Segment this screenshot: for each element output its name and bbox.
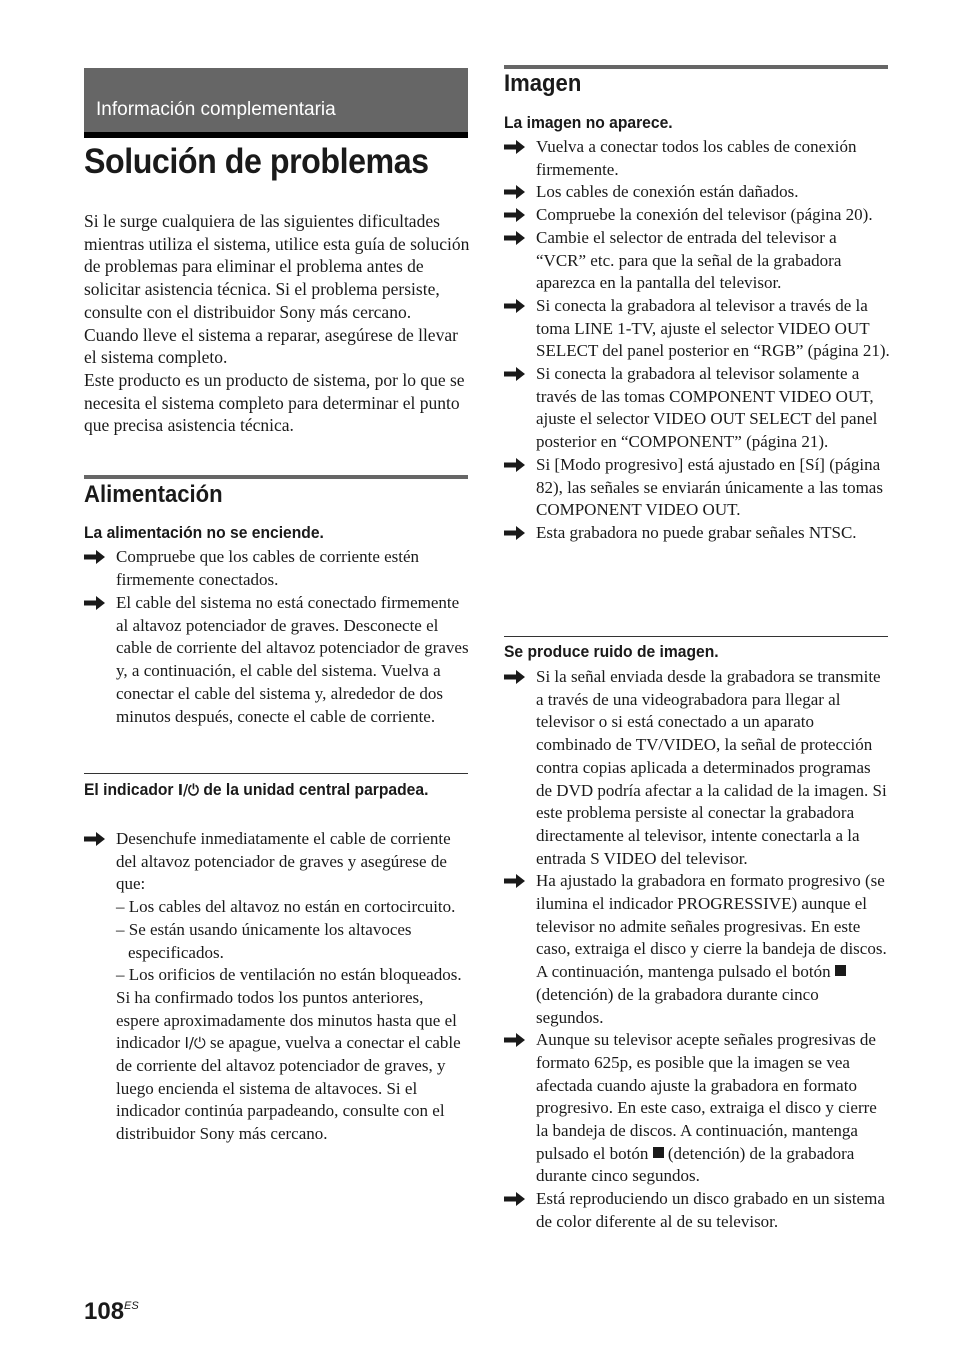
- subsection-rule: [504, 636, 888, 637]
- banner-rule: [84, 132, 468, 138]
- arrow-right-icon: [504, 206, 526, 224]
- arrow-right-icon: [504, 138, 526, 156]
- arrow-right-icon: [504, 229, 526, 247]
- arrow-right-icon: [504, 183, 526, 201]
- list-item: Los cables de conexión están dañados.: [504, 181, 890, 204]
- list-item: Compruebe la conexión del televisor (página 20).: [504, 204, 890, 227]
- dash-item: – Los orificios de ventilación no están bloqueados.: [116, 965, 462, 985]
- list-item: Aunque su televisor acepte señales progresivas de formato 625p, es posible que la imagen se vea afectada cuando ajuste la grabadora en formato progresivo. En este caso, extraiga el disco y cierre la bandeja de discos. A continuación, mantenga pulsado el botón (detención) de la grabadora durante cinco segundos.: [504, 1029, 890, 1188]
- list-item: Si conecta la grabadora al televisor solamente a través de las tomas COMPONENT VIDEO OUT, ajuste el selector VIDEO OUT SELECT del panel posterior en “COMPONENT” (página 21).: [504, 363, 890, 454]
- intro-paragraph: Cuando lleve el sistema a reparar, asegúrese de llevar el sistema completo.: [84, 324, 458, 368]
- subsection-rule: [84, 773, 468, 774]
- list-item: Si [Modo progresivo] está ajustado en [Sí] (página 82), las señales se enviarán únicamente a las tomas COMPONENT VIDEO OUT.: [504, 454, 890, 522]
- list: [504, 666, 890, 1234]
- section-title-alimentacion: Alimentación: [84, 481, 223, 508]
- list-item: Compruebe que los cables de corriente estén firmemente conectados.: [84, 546, 470, 591]
- arrow-right-icon: [504, 524, 526, 542]
- arrow-right-icon: [504, 365, 526, 383]
- arrow-right-icon: [504, 456, 526, 474]
- dash-item: – Se están usando únicamente los altavoces especificados.: [116, 919, 412, 962]
- note-text: Si ha confirmado todos los puntos anteriores, espere aproximadamente dos minutos hasta que el indicador I/⏻ se apague, vuelva a conectar el cable de corriente del altavoz potenciador de graves, y luego encienda el sistema de altavoces. Si el indicador continúa parpadeando, consulte con el distribuidor Sony más cercano.: [116, 987, 461, 1144]
- list-item: Si conecta la grabadora al televisor a través de la toma LINE 1-TV, ajuste el selector VIDEO OUT SELECT del panel posterior en “RGB” (página 21).: [504, 295, 890, 363]
- power-standby-icon: I/⏻: [177, 781, 199, 799]
- page-suffix: ES: [124, 1300, 139, 1312]
- arrow-right-icon: [504, 297, 526, 315]
- question-title: La alimentación no se enciende.: [84, 523, 324, 542]
- section-rule: [84, 475, 468, 479]
- list-item: Si la señal enviada desde la grabadora se transmite a través de una videograbadora para llegar al televisor o si está conectado a un aparato combinado de TV/VIDEO, la señal de protección contra copias aplicada a determinados programas de DVD podría afectar a la calidad de la imagen. Si este problema persiste al conectar la grabadora directamente al televisor, intente conectarla a la entrada S VIDEO del televisor.: [504, 666, 890, 870]
- list-item: Ha ajustado la grabadora en formato progresivo (se ilumina el indicador PROGRESSIVE) aunque el televisor no admite señales progresivas. En este caso, extraiga el disco y cierre la bandeja de discos. A continuación, mantenga pulsado el botón (detención) de la grabadora durante cinco segundos.: [504, 870, 890, 1029]
- page-title: Solución de problemas: [84, 142, 429, 181]
- list-item: Desenchufe inmediatamente el cable de corriente del altavoz potenciador de graves y asegúrese de que: – Los cables del altavoz no están en cortocircuito. – Se están usando únicamente los altavoces especificados. – Los orificios de ventilación no están bloqueados. Si ha confirmado todos los puntos anteriores, espere aproximadamente dos minutos hasta que el indicador I/⏻ se apague, vuelva a conectar el cable de corriente del altavoz potenciador de graves, y luego encienda el sistema de altavoces. Si el indicador continúa parpadeando, consulte con el distribuidor Sony más cercano.: [84, 828, 470, 1146]
- dash-item: – Los cables del altavoz no están en cortocircuito.: [116, 897, 456, 917]
- section-banner-label: Información complementaria: [96, 99, 336, 120]
- arrow-right-icon: [504, 1031, 526, 1049]
- arrow-right-icon: [84, 594, 106, 612]
- question-title: La imagen no aparece.: [504, 113, 673, 132]
- list-item: Está reproduciendo un disco grabado en un sistema de color diferente al de su televisor.: [504, 1188, 890, 1233]
- arrow-right-icon: [84, 548, 106, 566]
- arrow-right-icon: [84, 830, 106, 848]
- section-banner: [84, 68, 468, 132]
- power-standby-icon: I/⏻: [184, 1034, 206, 1053]
- stop-square-icon: [653, 1147, 664, 1158]
- list-item: Esta grabadora no puede grabar señales NTSC.: [504, 522, 890, 545]
- intro-paragraph: Este producto es un producto de sistema, por lo que se necesita el sistema completo para determinar el punto que precisa asistencia técnica.: [84, 369, 465, 436]
- question-title: El indicador I/⏻ de la unidad central parpadea.: [84, 780, 429, 799]
- list: [504, 136, 890, 545]
- section-rule: [504, 65, 888, 69]
- list-item: Vuelva a conectar todos los cables de conexión firmemente.: [504, 136, 890, 181]
- question-title: Se produce ruido de imagen.: [504, 642, 719, 661]
- arrow-right-icon: [504, 872, 526, 890]
- list-item: Cambie el selector de entrada del televisor a “VCR” etc. para que la señal de la grabadora aparezca en la pantalla del televisor.: [504, 227, 890, 295]
- arrow-right-icon: [504, 668, 526, 686]
- list-item: El cable del sistema no está conectado firmemente al altavoz potenciador de graves. Desconecte el cable de corriente del altavoz potenciador de graves y, a continuación, el cable del sistema. Vuelva a conectar el cable del sistema y, alrededor de dos minutos después, conecte el cable de corriente.: [84, 592, 470, 728]
- intro: [84, 210, 474, 437]
- page-number: $108^{ES}$: [84, 1298, 139, 1325]
- arrow-right-icon: [504, 1190, 526, 1208]
- stop-square-icon: [835, 965, 846, 976]
- section-title-imagen: Imagen: [504, 70, 582, 97]
- intro-paragraph: Si le surge cualquiera de las siguientes dificultades mientras utiliza el sistema, utilice esta guía de solución de problemas para eliminar el problema antes de solicitar asistencia técnica. Si el problema persiste, consulte con el distribuidor Sony más cercano.: [84, 211, 470, 322]
